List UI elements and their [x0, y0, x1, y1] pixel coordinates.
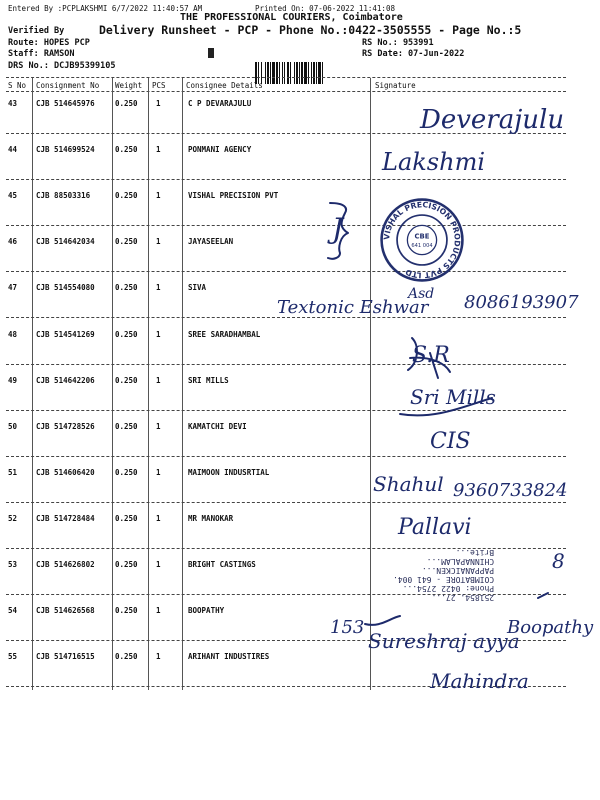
row-weight: 0.250 — [115, 330, 138, 339]
row-consignee: PONMANI AGENCY — [188, 145, 252, 154]
row-serial-number: 51 — [8, 468, 18, 477]
row-weight: 0.250 — [115, 283, 138, 292]
row-weight: 0.250 — [115, 514, 138, 523]
col-divider — [148, 78, 149, 690]
svg-text:CBE: CBE — [414, 232, 430, 241]
handwritten-sig-46: J — [332, 212, 344, 245]
row-serial-number: 44 — [8, 145, 18, 154]
col-divider — [182, 78, 183, 690]
row-weight: 0.250 — [115, 560, 138, 569]
drs-number: DRS No.: DCJB95399105 — [8, 61, 116, 71]
row-consignee: MR MANOKAR — [188, 514, 234, 523]
barcode-bar — [311, 62, 312, 84]
row-serial-number: 45 — [8, 191, 18, 200]
row-weight: 0.250 — [115, 606, 138, 615]
row-consignee: JAYASEELAN — [188, 237, 234, 246]
row-pieces: 1 — [156, 652, 161, 661]
row-consignment-number: CJB 514606420 — [36, 468, 95, 477]
col-divider — [32, 78, 33, 690]
barcode-mark-small — [208, 48, 214, 58]
company-name: THE PROFESSIONAL COURIERS, Coimbatore — [180, 12, 403, 23]
staff-label: Staff: RAMSON — [8, 49, 75, 59]
barcode-bar — [322, 62, 323, 84]
row-consignee: VISHAL PRECISION PVT — [188, 191, 279, 200]
barcode-bar — [279, 62, 280, 84]
row-pieces: 1 — [156, 283, 161, 292]
row-pieces: 1 — [156, 99, 161, 108]
row-serial-number: 54 — [8, 606, 18, 615]
row-consignee: SRI MILLS — [188, 376, 229, 385]
row-consignee: SREE SARADHAMBAL — [188, 330, 261, 339]
row-serial-number: 49 — [8, 376, 18, 385]
row-serial-number: 48 — [8, 330, 18, 339]
barcode-bar — [299, 62, 300, 84]
row-consignment-number: CJB 514716515 — [36, 652, 95, 661]
row-weight: 0.250 — [115, 652, 138, 661]
barcode-bar — [308, 62, 309, 84]
row-pieces: 1 — [156, 560, 161, 569]
handwritten-sig-43: Deverajulu — [420, 105, 565, 135]
row-pieces: 1 — [156, 422, 161, 431]
barcode-bar — [284, 62, 285, 84]
row-serial-number: 43 — [8, 99, 18, 108]
row-consignment-number: CJB 514642206 — [36, 376, 95, 385]
row-serial-number: 47 — [8, 283, 18, 292]
barcode-bar — [313, 62, 315, 84]
rs-date: RS Date: 07-Jun-2022 — [362, 49, 465, 59]
row-consignment-number: CJB 514699524 — [36, 145, 95, 154]
barcode-bar — [316, 62, 317, 84]
row-consignment-number: CJB 88503316 — [36, 191, 91, 200]
route-label: Route: HOPES PCP — [8, 38, 90, 48]
barcode-bar — [301, 62, 303, 84]
row-pieces: 1 — [156, 514, 161, 523]
row-weight: 0.250 — [115, 145, 138, 154]
handwritten-signatures — [270, 88, 600, 708]
rs-number: RS No.: 953991 — [362, 38, 434, 48]
col-divider — [112, 78, 113, 690]
handwritten-sig-47-phone: 8086193907 — [464, 292, 579, 313]
row-consignee: ARIHANT INDUSTIRES — [188, 652, 270, 661]
row-pieces: 1 — [156, 191, 161, 200]
barcode-bar — [294, 62, 295, 84]
row-consignment-number: CJB 514541269 — [36, 330, 95, 339]
barcode-bar — [282, 62, 283, 84]
col-consignment: Consignment No — [36, 81, 100, 90]
row-serial-number: 55 — [8, 652, 18, 661]
col-consignee: Consignee Details — [186, 81, 263, 90]
row-consignee: SIVA — [188, 283, 207, 292]
col-signature: Signature — [375, 81, 416, 90]
handwritten-sig-53-mark: 8 — [552, 549, 565, 573]
row-consignment-number: CJB 514642034 — [36, 237, 95, 246]
row-consignment-number: CJB 514554080 — [36, 283, 95, 292]
row-consignment-number: CJB 514626802 — [36, 560, 95, 569]
row-consignment-number: CJB 514626568 — [36, 606, 95, 615]
barcode-bar — [296, 62, 298, 84]
svg-text:641 004: 641 004 — [411, 242, 433, 249]
row-weight: 0.250 — [115, 468, 138, 477]
row-pieces: 1 — [156, 237, 161, 246]
barcode-image — [255, 62, 351, 84]
handwritten-sig-47-name: Textonic Eshwar — [277, 297, 429, 318]
row-consignment-number: CJB 514645976 — [36, 99, 95, 108]
barcode-bar — [304, 62, 307, 84]
mirrored-stamp-line: Phone: 0422 2754... — [402, 584, 495, 593]
handwritten-sig-50: CIS — [430, 429, 471, 454]
barcode-bar — [265, 62, 266, 84]
handwritten-sig-54-number: 153 — [330, 617, 365, 638]
handwritten-sig-52: Pallavi — [398, 515, 472, 540]
svg-text:VISHAL PRECISION PRODUCTS PVT: VISHAL PRECISION PRODUCTS PVT LTD — [382, 200, 462, 280]
entered-by-line: Entered By :PCPLAKSHMI 6/7/2022 11:40:57 AM — [8, 4, 203, 13]
barcode-bar — [290, 62, 291, 84]
col-weight: Weight — [115, 81, 143, 90]
row-weight: 0.250 — [115, 422, 138, 431]
row-consignee: C P DEVARAJULU — [188, 99, 252, 108]
row-weight: 0.250 — [115, 191, 138, 200]
handwritten-sig-47-initials: Asd — [408, 286, 435, 302]
runsheet-title: Delivery Runsheet - PCP - Phone No.:0422-3505555 - Page No.:5 — [99, 23, 522, 37]
row-pieces: 1 — [156, 606, 161, 615]
printed-on-line: Printed On: 07-06-2022 11:41:08 — [255, 4, 395, 13]
row-pieces: 1 — [156, 376, 161, 385]
row-weight: 0.250 — [115, 99, 138, 108]
row-consignment-number: CJB 514728484 — [36, 514, 95, 523]
row-consignee: MAIMOON INDUSRTIAL — [188, 468, 270, 477]
mirrored-stamp-line: Brite... — [455, 548, 495, 557]
barcode-bar — [287, 62, 289, 84]
row-serial-number: 52 — [8, 514, 18, 523]
col-sno: S No — [8, 81, 27, 90]
barcode-bar — [276, 62, 278, 84]
row-serial-number: 50 — [8, 422, 18, 431]
barcode-bar — [270, 62, 271, 84]
handwritten-sig-49: Sri Mills — [410, 385, 496, 409]
handwritten-sig-51-name: Shahul — [373, 472, 444, 496]
verified-by-label: Verified By — [8, 26, 65, 36]
mirrored-stamp-line: 251854, 27... — [431, 593, 495, 602]
row-consignee: BRIGHT CASTINGS — [188, 560, 256, 569]
handwritten-sig-51-phone: 9360733824 — [453, 480, 568, 501]
barcode-bar — [318, 62, 321, 84]
row-pieces: 1 — [156, 330, 161, 339]
row-weight: 0.250 — [115, 237, 138, 246]
row-serial-number: 46 — [8, 237, 18, 246]
row-pieces: 1 — [156, 145, 161, 154]
handwritten-sig-54-name2: Boopathy — [507, 617, 594, 638]
row-pieces: 1 — [156, 468, 161, 477]
mirrored-stamp-line: COIMBATORE - 641 004. — [393, 575, 495, 584]
handwritten-sig-54-name: Sureshraj ayya — [368, 629, 520, 653]
mirrored-stamp-line: CHINNAPALAM... — [426, 557, 495, 566]
handwritten-sig-44: Lakshmi — [382, 148, 485, 176]
header-top-rule — [6, 77, 566, 78]
barcode-bar — [267, 62, 269, 84]
row-serial-number: 53 — [8, 560, 18, 569]
handwritten-sig-55: Mahindra — [430, 669, 529, 693]
col-pcs: PCS — [152, 81, 166, 90]
row-consignment-number: CJB 514728526 — [36, 422, 95, 431]
row-consignee: BOOPATHY — [188, 606, 225, 615]
barcode-bar — [272, 62, 275, 84]
mirrored-stamp-line: PAPPANAICKEN... — [421, 566, 495, 575]
handwritten-sig-48: S.R — [412, 343, 450, 368]
row-weight: 0.250 — [115, 376, 138, 385]
row-consignee: KAMATCHI DEVI — [188, 422, 247, 431]
